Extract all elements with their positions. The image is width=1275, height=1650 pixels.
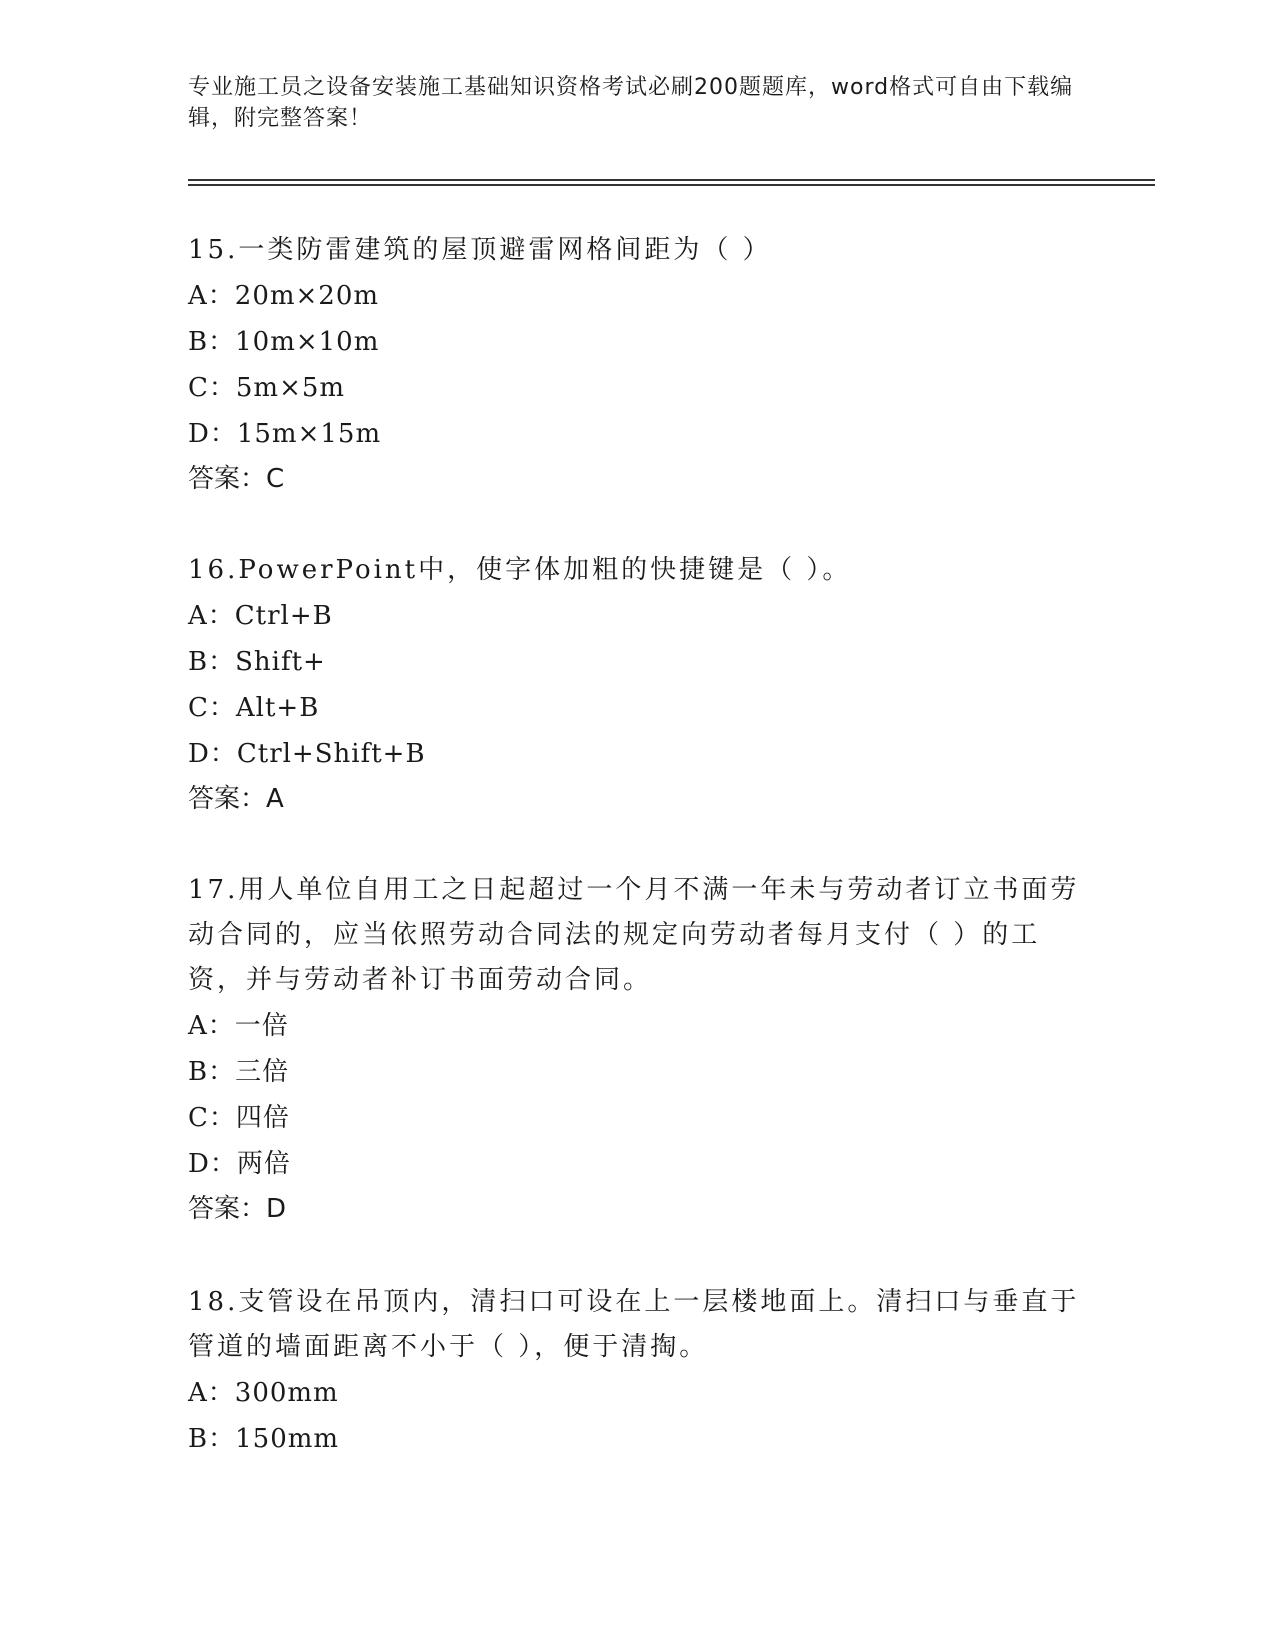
option-b: B：Shift+ (188, 647, 326, 677)
answer: 答案：A (188, 784, 284, 814)
option-c: C：Alt+B (188, 693, 320, 723)
question-stem: 16.PowerPoint中，使字体加粗的快捷键是（ ）。 (188, 555, 852, 585)
option-b: B：150mm (188, 1424, 340, 1454)
question-15 (188, 228, 1088, 501)
option-b: B：10m×10m (188, 327, 380, 357)
option-d: D：Ctrl+Shift+B (188, 739, 426, 769)
header-divider-bottom (188, 184, 1155, 186)
option-d: D：两倍 (188, 1149, 291, 1179)
answer: 答案：D (188, 1194, 287, 1224)
question-stem: 18.支管设在吊顶内，清扫口可设在上一层楼地面上。清扫口与垂直于管道的墙面距离不小于（ ），便于清掏。 (188, 1287, 1080, 1362)
header-divider-top (188, 179, 1155, 181)
question-stem: 17.用人单位自用工之日起超过一个月不满一年未与劳动者订立书面劳动合同的，应当依照劳动合同法的规定向劳动者每月支付（ ）的工资，并与劳动者补订书面劳动合同。 (188, 875, 1080, 995)
option-a: A：300mm (188, 1378, 339, 1408)
option-c: C：5m×5m (188, 373, 346, 403)
question-18 (188, 1280, 1088, 1462)
question-17 (188, 868, 1088, 1231)
option-a: A：一倍 (188, 1011, 289, 1041)
document-header: 专业施工员之设备安装施工基础知识资格考试必刷200题题库，word格式可自由下载编辑，附完整答案！ (188, 75, 1074, 131)
question-stem: 15.一类防雷建筑的屋顶避雷网格间距为（ ） (188, 235, 772, 265)
option-a: A：20m×20m (188, 281, 380, 311)
option-d: D：15m×15m (188, 419, 382, 449)
option-b: B：三倍 (188, 1057, 290, 1087)
option-a: A：Ctrl+B (188, 601, 333, 631)
answer: 答案：C (188, 464, 285, 494)
question-16 (188, 548, 1088, 821)
option-c: C：四倍 (188, 1103, 290, 1133)
